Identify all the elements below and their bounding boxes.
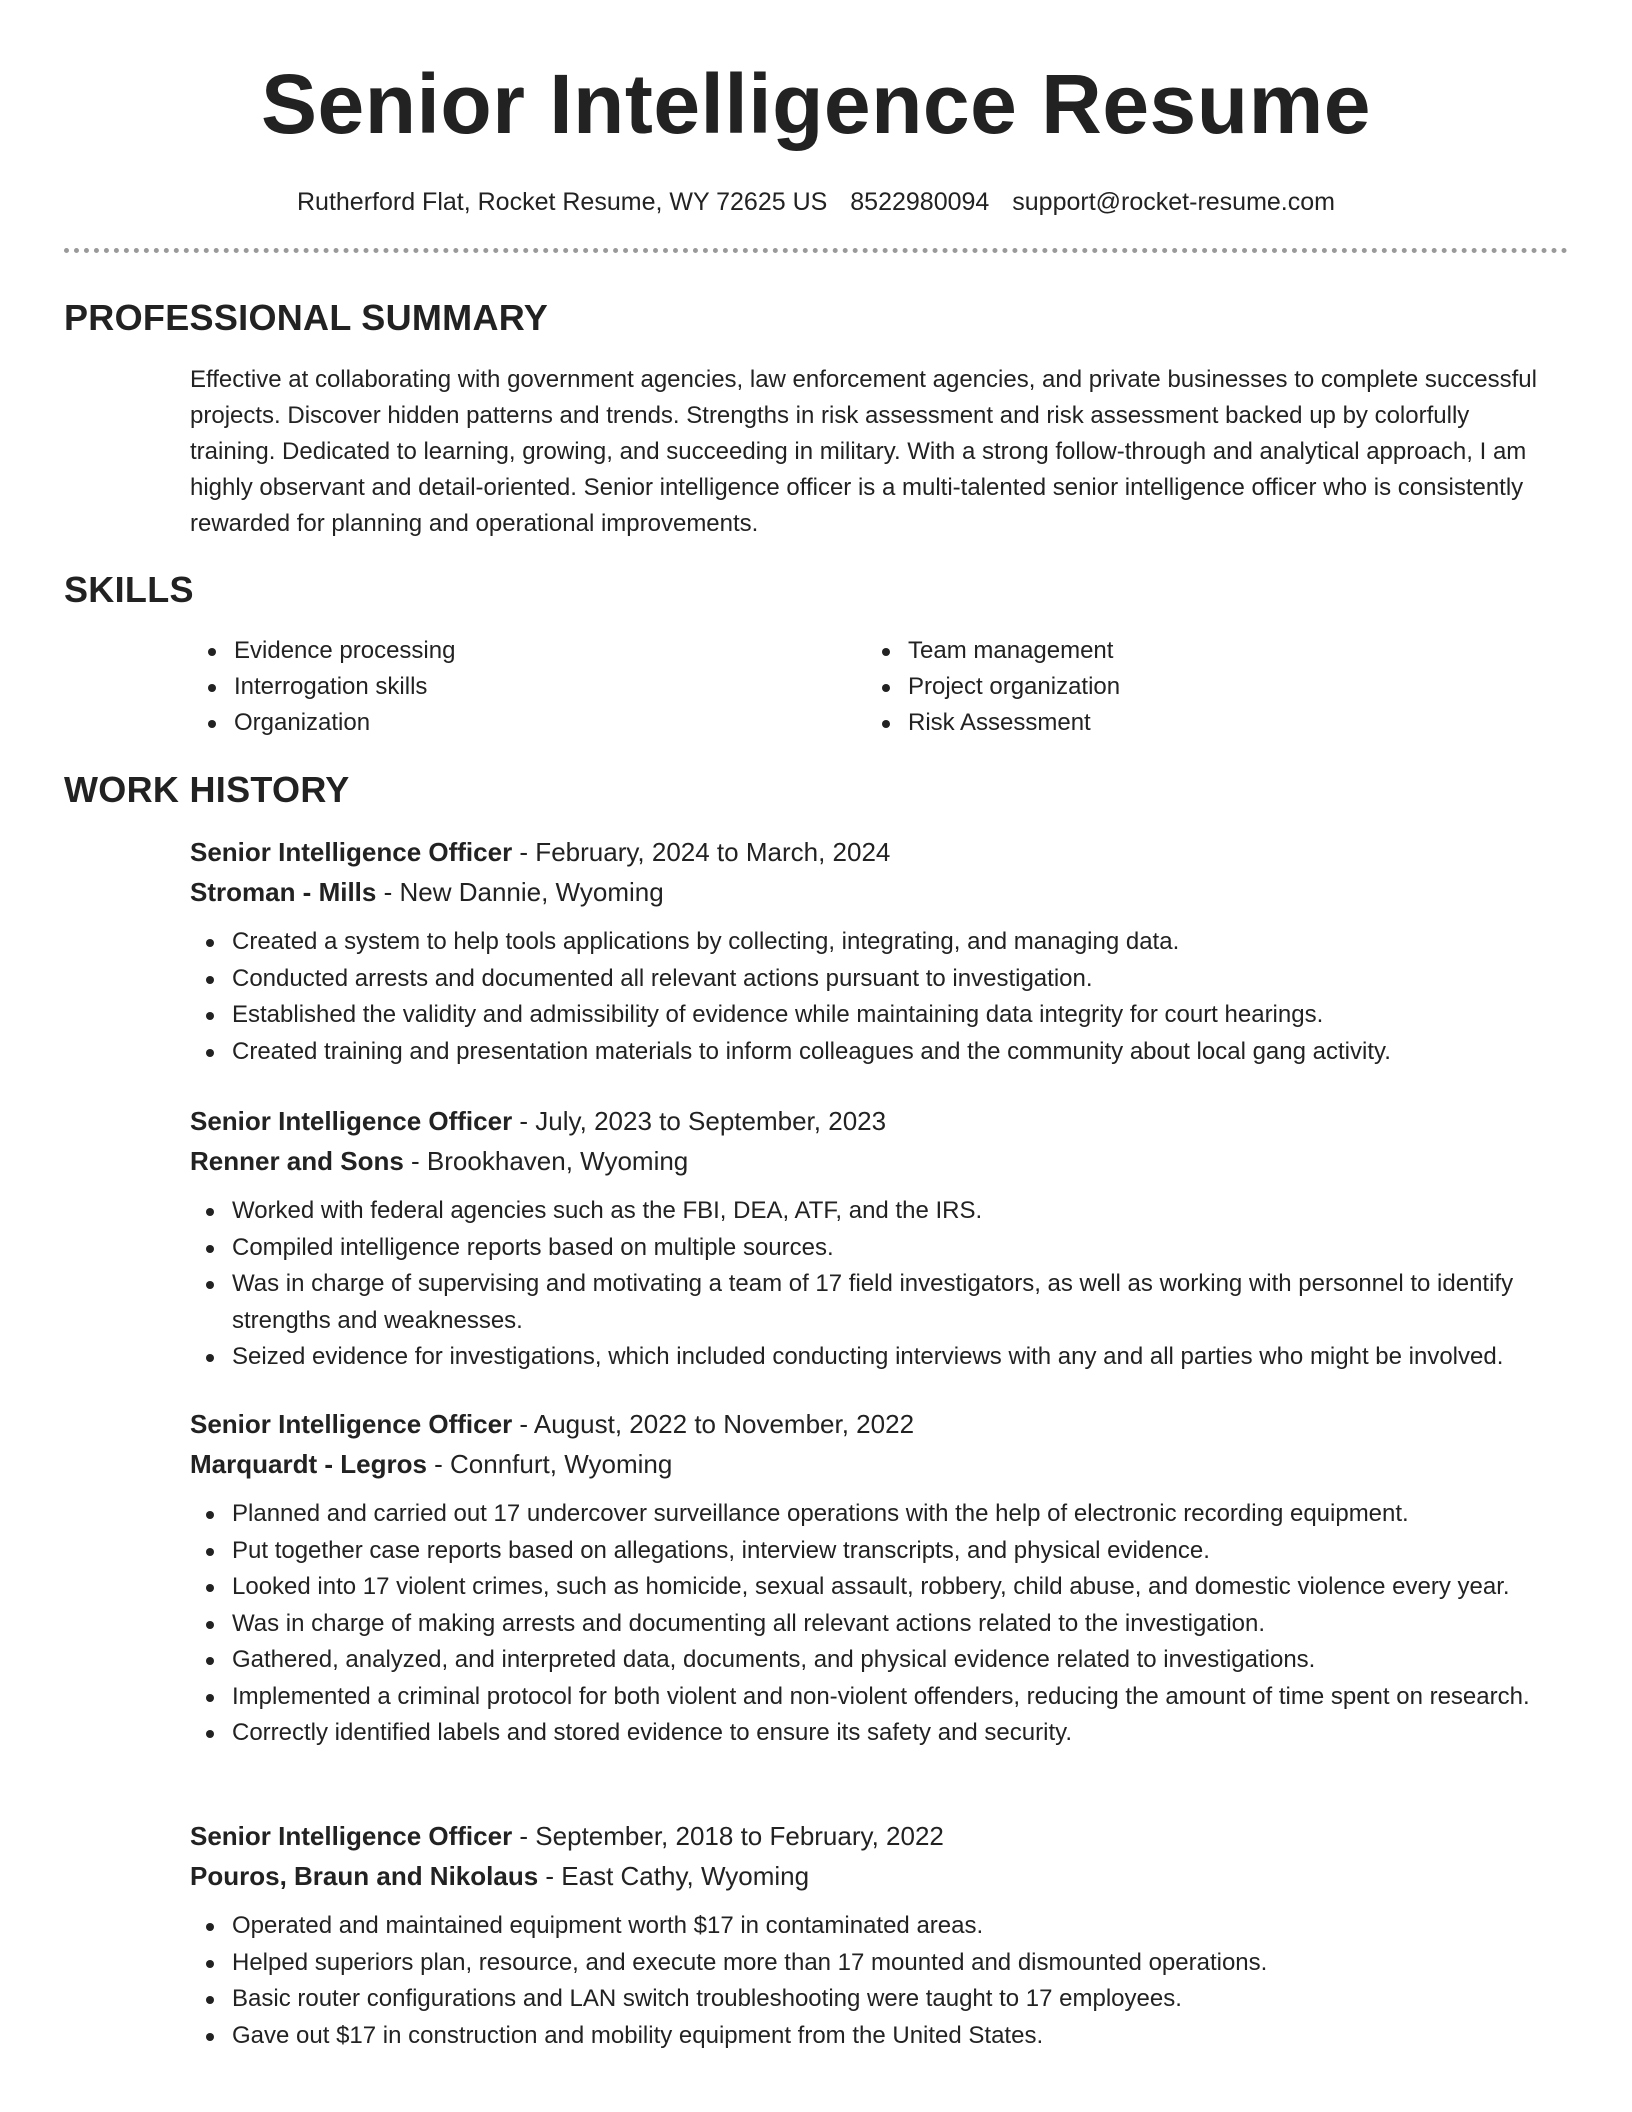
job-duty: Basic router configurations and LAN switch troubleshooting were taught to 17 employees. <box>188 1981 1590 2018</box>
job-entry <box>190 1404 1590 1752</box>
job-duties <box>188 924 1590 1070</box>
skills-list-left <box>190 633 790 741</box>
job-company-line <box>190 872 1590 912</box>
skill-item: Interrogation skills <box>190 669 790 705</box>
job-location: - Brookhaven, Wyoming <box>403 1146 689 1176</box>
job-company-line <box>190 1141 1590 1181</box>
job-entry <box>190 1816 1590 2054</box>
job-duties <box>188 1496 1590 1752</box>
job-company-line <box>190 1444 1590 1484</box>
job-duty: Planned and carried out 17 undercover surveillance operations with the help of electronic recording equipment. <box>188 1496 1590 1533</box>
skill-item: Risk Assessment <box>864 705 1464 741</box>
job-duty: Seized evidence for investigations, which included conducting interviews with any and all parties who might be involved. <box>188 1339 1590 1376</box>
job-duty: Was in charge of making arrests and documenting all relevant actions related to the investigation. <box>188 1606 1590 1643</box>
job-title-line <box>190 1404 1590 1444</box>
header-divider <box>64 248 1568 253</box>
job-duty: Created training and presentation materials to inform colleagues and the community about local gang activity. <box>188 1034 1590 1071</box>
summary-text: Effective at collaborating with government agencies, law enforcement agencies, and private businesses to complete successful projects. Discover hidden patterns and trends. Strengths in risk assessment and risk assessment backed up by colorfully training. Dedicated to learning, growing, and succeeding in military. With a strong follow-through and analytical approach, I am highly observant and detail-oriented. Senior intelligence officer is a multi-talented senior intelligence officer who is consistently rewarded for planning and operational improvements. <box>190 366 1537 537</box>
job-duty: Helped superiors plan, resource, and execute more than 17 mounted and dismounted operations. <box>188 1945 1590 1982</box>
job-location: - Connfurt, Wyoming <box>426 1449 673 1479</box>
job-role: Senior Intelligence Officer <box>190 837 513 867</box>
job-duty: Worked with federal agencies such as the FBI, DEA, ATF, and the IRS. <box>188 1193 1590 1230</box>
contact-email: support@rocket-resume.com <box>1012 188 1335 216</box>
summary-heading: PROFESSIONAL SUMMARY <box>64 297 549 338</box>
job-company: Marquardt - Legros <box>190 1449 427 1479</box>
job-duty: Conducted arrests and documented all relevant actions pursuant to investigation. <box>188 961 1590 998</box>
job-duty: Implemented a criminal protocol for both violent and non-violent offenders, reducing the amount of time spent on research. <box>188 1679 1590 1716</box>
contact-address: Rutherford Flat, Rocket Resume, WY 72625 US <box>297 188 828 216</box>
job-company: Renner and Sons <box>190 1146 404 1176</box>
job-duty: Established the validity and admissibility of evidence while maintaining data integrity for court hearings. <box>188 997 1590 1034</box>
contact-phone: 8522980094 <box>850 188 990 216</box>
job-duty: Looked into 17 violent crimes, such as homicide, sexual assault, robbery, child abuse, and domestic violence every year. <box>188 1569 1590 1606</box>
job-location: - New Dannie, Wyoming <box>376 877 664 907</box>
job-duties <box>188 1908 1590 2054</box>
job-duty: Put together case reports based on allegations, interview transcripts, and physical evidence. <box>188 1533 1590 1570</box>
skills-heading: SKILLS <box>64 569 194 610</box>
job-duties <box>188 1193 1590 1376</box>
job-location: - East Cathy, Wyoming <box>538 1861 810 1891</box>
job-duty: Gave out $17 in construction and mobility equipment from the United States. <box>188 2018 1590 2055</box>
job-title-line <box>190 832 1590 872</box>
contact-line <box>0 186 1632 218</box>
job-role: Senior Intelligence Officer <box>190 1821 513 1851</box>
skills-list-right <box>864 633 1464 741</box>
work-history-heading: WORK HISTORY <box>64 769 350 810</box>
job-entry <box>190 1101 1590 1376</box>
resume-title: Senior Intelligence Resume <box>260 57 1371 151</box>
job-entry <box>190 832 1590 1070</box>
job-title-line <box>190 1101 1590 1141</box>
job-dates: - August, 2022 to November, 2022 <box>512 1409 915 1439</box>
job-duty: Was in charge of supervising and motivating a team of 17 field investigators, as well as working with personnel to identify strengths and weaknesses. <box>188 1266 1590 1339</box>
resume-header <box>0 0 1632 218</box>
job-company: Pouros, Braun and Nikolaus <box>190 1861 539 1891</box>
job-duty: Correctly identified labels and stored evidence to ensure its safety and security. <box>188 1715 1590 1752</box>
skill-item: Organization <box>190 705 790 741</box>
skill-item: Evidence processing <box>190 633 790 669</box>
job-role: Senior Intelligence Officer <box>190 1106 513 1136</box>
job-dates: - February, 2024 to March, 2024 <box>512 837 891 867</box>
job-role: Senior Intelligence Officer <box>190 1409 513 1439</box>
skill-item: Project organization <box>864 669 1464 705</box>
job-company: Stroman - Mills <box>190 877 377 907</box>
job-company-line <box>190 1856 1590 1896</box>
job-dates: - July, 2023 to September, 2023 <box>512 1106 887 1136</box>
job-duty: Compiled intelligence reports based on multiple sources. <box>188 1230 1590 1267</box>
job-dates: - September, 2018 to February, 2022 <box>512 1821 944 1851</box>
job-duty: Created a system to help tools applications by collecting, integrating, and managing data. <box>188 924 1590 961</box>
skill-item: Team management <box>864 633 1464 669</box>
job-duty: Operated and maintained equipment worth $17 in contaminated areas. <box>188 1908 1590 1945</box>
job-title-line <box>190 1816 1590 1856</box>
job-duty: Gathered, analyzed, and interpreted data, documents, and physical evidence related to investigations. <box>188 1642 1590 1679</box>
